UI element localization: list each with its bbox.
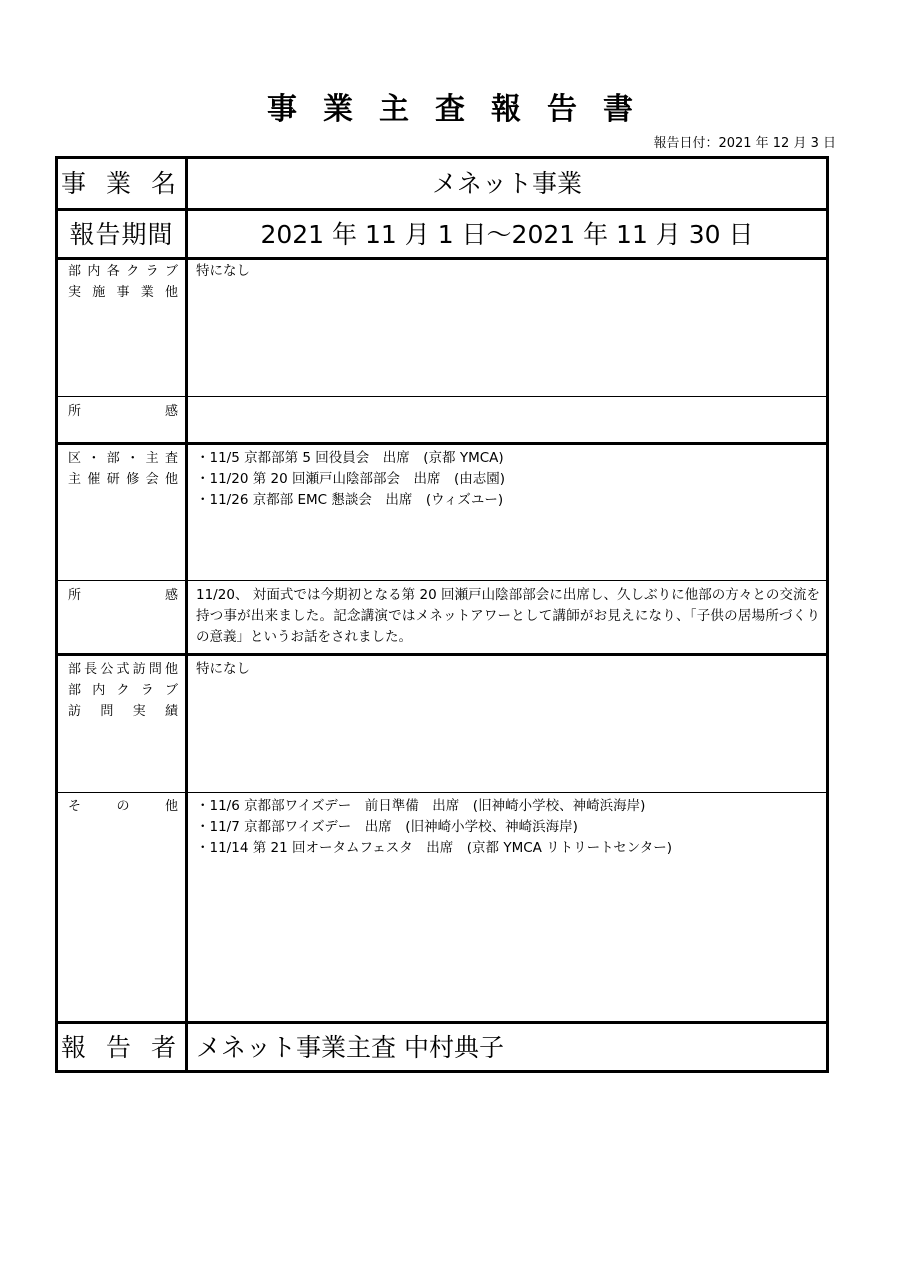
section1-label-line: 部内各クラブ bbox=[68, 264, 178, 279]
section2-list bbox=[196, 448, 820, 511]
section4-label bbox=[68, 796, 178, 817]
row-divider bbox=[58, 396, 826, 397]
row-divider bbox=[58, 792, 826, 793]
section2-impression: 11/20、 対面式では今期初となる第 20 回瀬戸山陰部部会に出席し、久しぶりに他部の方々との交流を持つ事が出来ました。記念講演ではメネットアワーとして講師がお見えになり、「子供の居場所づくりの意義」というお話をされました。 bbox=[196, 587, 820, 645]
report-date: 報告日付：2021 年 12 月 3 日 bbox=[653, 136, 836, 151]
list-item: ・11/26 京都部 EMC 懇談会 出席 (ウィズユー) bbox=[196, 492, 504, 508]
section2-label bbox=[68, 448, 178, 490]
project-name-value: メネット事業 bbox=[431, 169, 582, 198]
reporter-value: メネット事業主査 中村典子 bbox=[196, 1033, 504, 1062]
row-divider bbox=[58, 208, 826, 211]
section1-impression-label bbox=[68, 401, 178, 422]
section2-impression-label bbox=[68, 585, 178, 606]
section1-label bbox=[68, 261, 178, 303]
impression-label-text: 所感 bbox=[68, 588, 178, 603]
row-divider bbox=[58, 257, 826, 260]
section3-text: 特になし bbox=[196, 661, 250, 677]
section1-label-line: 実施事業他 bbox=[68, 285, 178, 300]
row-divider bbox=[58, 580, 826, 581]
section2-label-line: 主催研修会他 bbox=[68, 472, 178, 487]
section1-text: 特になし bbox=[196, 263, 250, 279]
section3-label-line: 部内クラブ bbox=[68, 683, 178, 698]
section3-label bbox=[68, 659, 178, 722]
section4-label-text: その他 bbox=[68, 799, 178, 814]
list-item: ・11/6 京都部ワイズデー 前日準備 出席 (旧神崎小学校、神崎浜海岸) bbox=[196, 798, 646, 814]
section3-label-line: 部長公式訪問他 bbox=[68, 662, 178, 677]
report-period-value: 2021 年 11 月 1 日～2021 年 11 月 30 日 bbox=[260, 220, 754, 249]
list-item: ・11/7 京都部ワイズデー 出席 (旧神崎小学校、神崎浜海岸) bbox=[196, 819, 578, 835]
list-item: ・11/5 京都部第 5 回役員会 出席 (京都 YMCA) bbox=[196, 450, 504, 466]
row-divider bbox=[58, 1021, 826, 1024]
section4-list bbox=[196, 796, 820, 859]
section2-label-line: 区・部・主査 bbox=[68, 451, 178, 466]
document-title: 事業主査報告書 bbox=[267, 92, 659, 127]
project-name-label: 事 業 名 bbox=[61, 169, 182, 198]
report-period-label: 報告期間 bbox=[69, 220, 174, 249]
impression-label-text: 所感 bbox=[68, 404, 178, 419]
list-item: ・11/20 第 20 回瀬戸山陰部部会 出席 (由志園) bbox=[196, 471, 505, 487]
row-divider bbox=[58, 442, 826, 445]
section3-label-line: 訪問実績 bbox=[68, 704, 178, 719]
row-divider bbox=[58, 653, 826, 656]
column-divider bbox=[185, 159, 188, 1070]
list-item: ・11/14 第 21 回オータムフェスタ 出席 (京都 YMCA リトリートセンター) bbox=[196, 840, 673, 856]
report-table bbox=[55, 156, 829, 1073]
reporter-label: 報 告 者 bbox=[61, 1033, 182, 1062]
